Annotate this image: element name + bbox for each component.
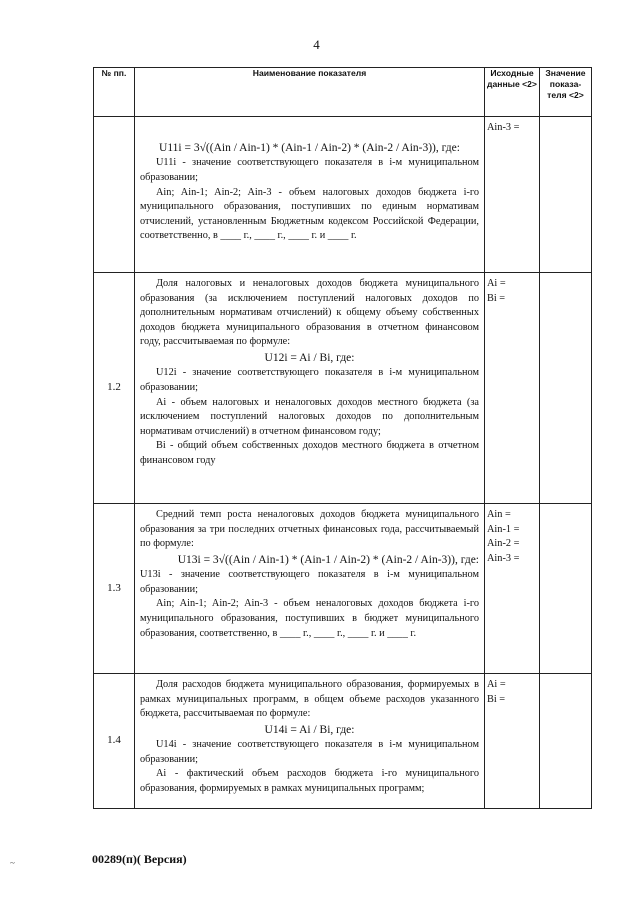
- table-row: [94, 117, 592, 273]
- table-row: [94, 504, 592, 674]
- value-cell: [540, 273, 592, 504]
- description-line: Ain; Ain-1; Ain-2; Ain-3 - объем неналоговых доходов бюджета i-го муниципального образования, поступивших в бюджет муниципального образования, соответственно, в ____ г., ____ г., ____ г. и ____ г.: [140, 598, 479, 639]
- indicator-description: [135, 674, 485, 809]
- header-value: Значение показа- теля <2>: [540, 68, 592, 117]
- description-line: U12i - значение соответствующего показателя в i-м муниципальном образовании;: [140, 367, 479, 393]
- description-line: U13i - значение соответствующего показателя в i-м муниципальном образовании;: [140, 569, 479, 595]
- source-item: Ain-1 =: [487, 523, 520, 535]
- source-item: Ai =: [487, 278, 506, 289]
- source-item: Bi =: [487, 693, 506, 705]
- row-number: 1.2: [94, 273, 135, 504]
- source-item: Ain =: [487, 509, 511, 520]
- description-line: Ai - фактический объем расходов бюджета i-го муниципального образования, формируемых в рамках муниципальных программ;: [140, 768, 479, 794]
- formula: U13i = 3√((Ain / Ain-1) * (Ain-1 / Ain-2) * (Ain-2 / Ain-3)), где:: [177, 553, 479, 566]
- value-cell: [540, 504, 592, 674]
- description-line: Ai - объем налоговых и неналоговых доходов местного бюджета (за исключением поступлений налоговых доходов по дополнительным нормативам отчислений) в отчетном финансовом году;: [140, 396, 479, 437]
- indicators-table: [93, 67, 592, 809]
- indicator-intro: Средний темп роста неналоговых доходов бюджета муниципального образования за три последних отчетных финансовых года, рассчитываемый по формуле:: [140, 509, 479, 550]
- formula: U12i = Ai / Bi, где:: [264, 352, 355, 365]
- header-name: Наименование показателя: [135, 68, 485, 117]
- header-num: № пп.: [94, 68, 135, 117]
- source-data-cell: [485, 273, 540, 504]
- indicator-description: [135, 504, 485, 674]
- description-line: U11i - значение соответствующего показателя в i-м муниципальном образовании;: [140, 157, 479, 183]
- description-line: Ain; Ain-1; Ain-2; Ain-3 - объем налоговых доходов бюджета i-го муниципального образования, поступивших по единым нормативам отчислений, установленным Бюджетным кодексом Российской Федерации, соответственно, в ____ г., ____ г., ____ г. и ____ г.: [140, 186, 479, 242]
- source-item: Ain-3 =: [487, 552, 520, 564]
- indicator-description: [135, 117, 485, 273]
- source-data-cell: [485, 504, 540, 674]
- row-number: [94, 117, 135, 273]
- source-item: Ai =: [487, 679, 506, 690]
- value-cell: [540, 117, 592, 273]
- formula: U11i = 3√((Ain / Ain-1) * (Ain-1 / Ain-2) * (Ain-2 / Ain-3)), где:: [159, 142, 460, 154]
- source-item: Ain-2 =: [487, 538, 520, 550]
- source-data-cell: [485, 674, 540, 809]
- row-number: 1.4: [94, 674, 135, 809]
- value-cell: [540, 674, 592, 809]
- table-header-row: [94, 68, 592, 117]
- scan-mark: ~: [10, 858, 15, 868]
- page-number: 4: [313, 37, 320, 52]
- source-data-cell: [485, 117, 540, 273]
- indicator-intro: Доля налоговых и неналоговых доходов бюджета муниципального образования (за исключением поступлений налоговых доходов по дополнительным нормативам отчислений) к общему объему собственных доходов бюджета муниципального образования в отчетном финансовом году, рассчитываемая по формуле:: [140, 278, 479, 348]
- document-code: 00289(п)( Версия): [92, 852, 187, 866]
- table-row: [94, 273, 592, 504]
- table-row: [94, 674, 592, 809]
- description-line: U14i - значение соответствующего показателя в i-м муниципальном образовании;: [140, 739, 479, 765]
- indicator-intro: Доля расходов бюджета муниципального образования, формируемых в рамках муниципальных программ, в общем объеме расходов указанного бюджета, рассчитываемая по формуле:: [140, 679, 479, 720]
- source-item: Ain-3 =: [487, 122, 520, 133]
- row-number: 1.3: [94, 504, 135, 674]
- header-source: Исходные данные <2>: [485, 68, 540, 117]
- description-line: Bi - общий объем собственных доходов местного бюджета в отчетном финансовом году: [140, 440, 479, 467]
- source-item: Bi =: [487, 292, 506, 304]
- formula: U14i = Ai / Bi, где:: [264, 723, 355, 736]
- indicator-description: [135, 273, 485, 504]
